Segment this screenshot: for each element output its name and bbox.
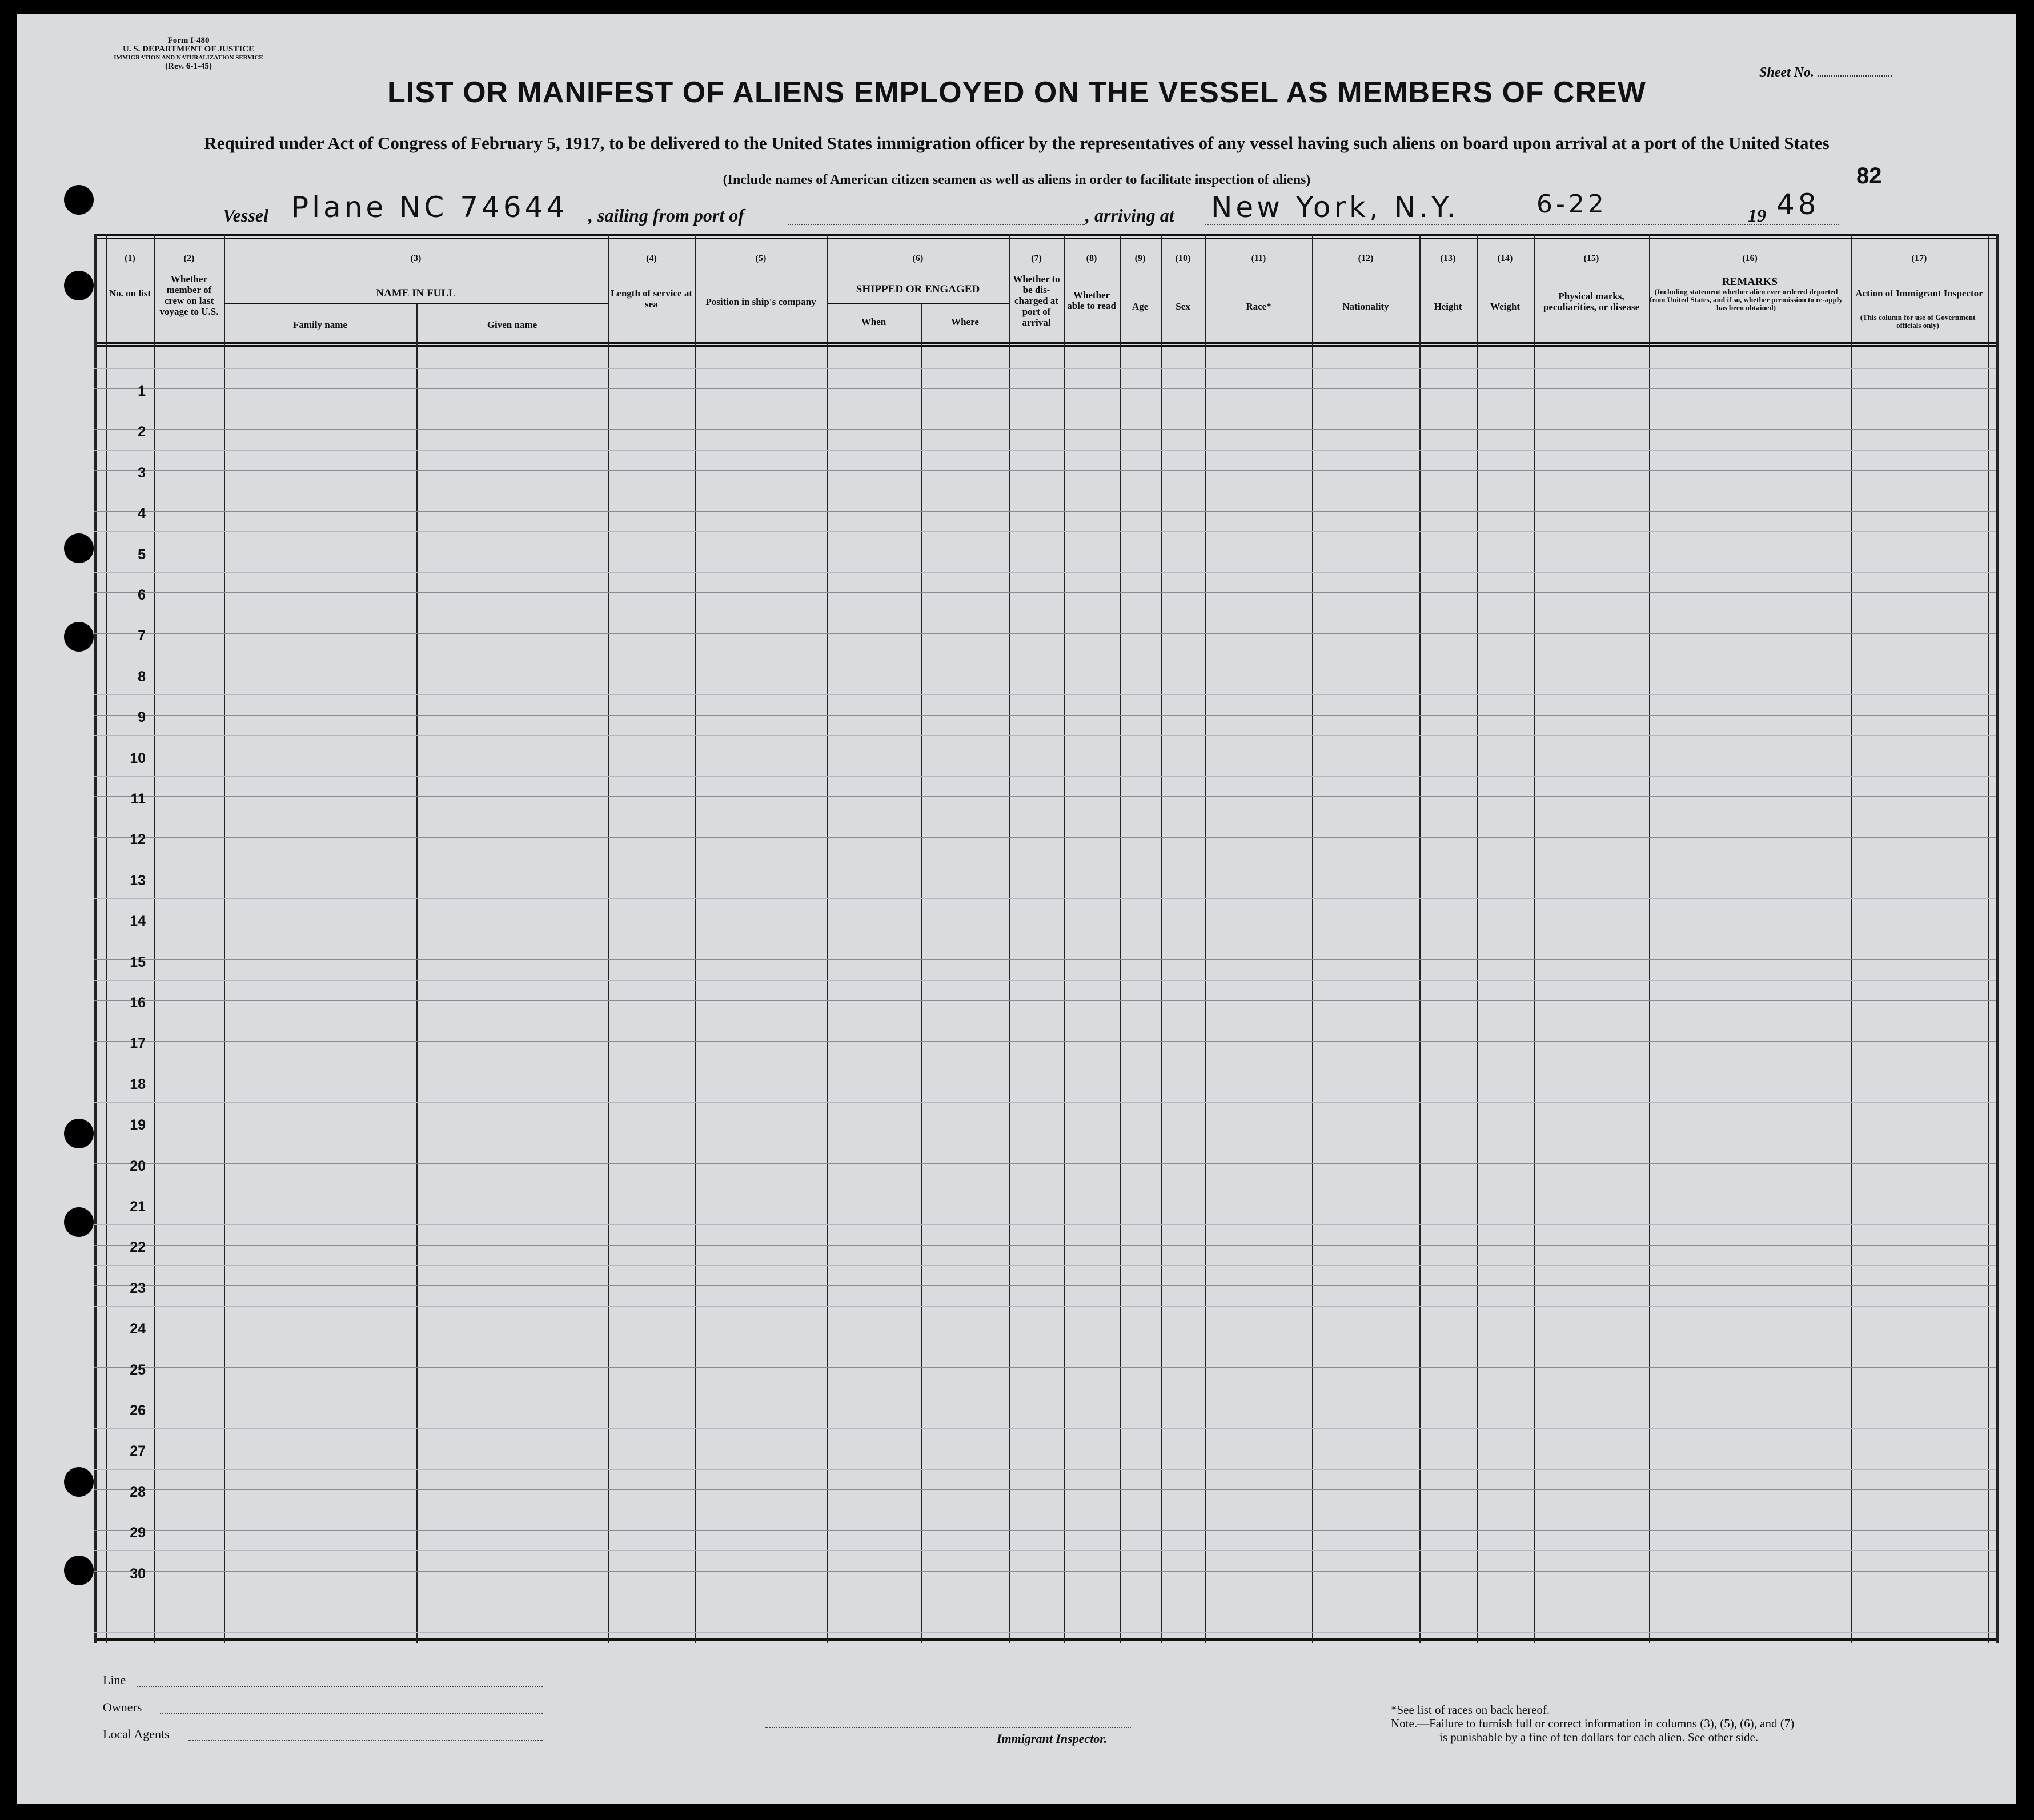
row-line xyxy=(94,429,1996,430)
form-number: Form I-480 xyxy=(167,36,210,45)
local-agents-field[interactable] xyxy=(188,1740,543,1741)
column-divider xyxy=(921,303,922,1643)
punch-hole xyxy=(64,1119,94,1148)
penalty-note-line1: Note.—Failure to furnish full or correct information in columns (3), (5), (6), and (7) xyxy=(1391,1717,1795,1730)
row-line xyxy=(94,511,1996,512)
column-number: (10) xyxy=(1175,254,1191,263)
row-line xyxy=(94,1489,1996,1490)
column-divider xyxy=(695,234,696,1643)
column-header-label: SHIPPED OR ENGAGED xyxy=(856,283,980,295)
row-line xyxy=(94,1367,1996,1368)
row-line xyxy=(94,1632,1996,1633)
column-header-label: No. on list xyxy=(109,288,151,299)
row-line xyxy=(94,1245,1996,1246)
table-top-border-inner xyxy=(94,238,1996,239)
row-number: 20 xyxy=(130,1158,146,1174)
row-line xyxy=(94,1571,1996,1572)
family-name-header: Family name xyxy=(293,319,347,330)
column-divider xyxy=(1988,234,1989,1643)
column-header-label: Sex xyxy=(1176,301,1190,312)
row-number: 8 xyxy=(138,668,146,685)
column-divider xyxy=(827,234,828,1643)
row-number: 16 xyxy=(130,995,146,1011)
row-number: 17 xyxy=(130,1035,146,1052)
column-divider xyxy=(1851,234,1852,1643)
row-number: 23 xyxy=(130,1280,146,1296)
row-number: 25 xyxy=(130,1361,146,1378)
row-line xyxy=(94,572,1996,573)
year-value[interactable]: 48 xyxy=(1776,188,1820,221)
column-divider xyxy=(1534,234,1535,1643)
column-header-label: Whether able to read xyxy=(1067,290,1116,311)
punch-hole xyxy=(64,622,94,652)
punch-hole xyxy=(64,533,94,563)
row-line xyxy=(94,1285,1996,1286)
row-number: 7 xyxy=(138,628,146,644)
sailing-from-label: , sailing from port of xyxy=(588,205,744,226)
row-line xyxy=(94,1428,1996,1429)
table-bottom-border xyxy=(94,1638,1996,1641)
sailing-port-field[interactable] xyxy=(788,224,1085,225)
column-header-label: Nationality xyxy=(1342,301,1389,312)
manifest-sheet xyxy=(17,14,2016,1804)
row-number: 27 xyxy=(130,1443,146,1460)
column-number: (1) xyxy=(125,254,135,263)
arriving-port-value[interactable]: New York, N.Y. xyxy=(1211,191,1459,224)
row-line xyxy=(94,1550,1996,1551)
page-title: LIST OR MANIFEST OF ALIENS EMPLOYED ON THE VESSEL AS MEMBERS OF CREW xyxy=(387,76,1646,109)
column-header-label: Position in ship's company xyxy=(705,296,816,307)
shipped-subheader-line xyxy=(827,303,1009,304)
row-line xyxy=(94,1163,1996,1164)
column-header-label: Whether member of crew on last voyage to U.S. xyxy=(159,274,219,317)
row-number: 28 xyxy=(130,1484,146,1500)
row-number: 21 xyxy=(130,1199,146,1215)
column-divider xyxy=(94,234,97,1643)
line-label: Line xyxy=(103,1673,126,1687)
row-number: 13 xyxy=(130,872,146,889)
column-header-label: Whether to be dis-charged at port of arrival xyxy=(1013,274,1060,328)
column-divider xyxy=(154,234,155,1643)
row-line xyxy=(94,388,1996,389)
column-header-label: Length of service at sea xyxy=(610,288,693,310)
column-divider xyxy=(608,234,609,1643)
column-number: (6) xyxy=(912,254,924,263)
punch-hole xyxy=(64,1556,94,1585)
row-number: 12 xyxy=(130,831,146,848)
row-number: 5 xyxy=(138,546,146,563)
row-number: 11 xyxy=(130,791,146,807)
column-divider xyxy=(1312,234,1313,1643)
local-agents-label: Local Agents xyxy=(103,1727,170,1741)
column-number: (17) xyxy=(1911,254,1927,263)
given-name-header: Given name xyxy=(487,319,537,330)
column-number: (16) xyxy=(1742,254,1758,263)
row-number: 24 xyxy=(130,1321,146,1337)
row-line xyxy=(94,898,1996,899)
when-header: When xyxy=(861,316,886,327)
row-line xyxy=(94,980,1996,981)
vessel-label: Vessel xyxy=(223,205,268,226)
legal-requirement-text: Required under Act of Congress of February 5, 1917, to be delivered to the United States immigration officer by the representatives of any vessel having such aliens on board upon arrival at a port of the United States xyxy=(204,133,1830,153)
column-number: (14) xyxy=(1497,254,1513,263)
row-number: 19 xyxy=(130,1117,146,1134)
row-line xyxy=(94,1530,1996,1531)
remarks-note: (Including statement whether alien ever ordered deported from United States, and if so, whether permission to re-apply has been obtained) xyxy=(1650,287,1843,312)
row-line xyxy=(94,1306,1996,1307)
column-divider xyxy=(1009,234,1010,1643)
column-number: (3) xyxy=(410,254,422,263)
column-divider xyxy=(106,234,107,1643)
name-subheader-line xyxy=(224,303,608,304)
owners-label: Owners xyxy=(103,1700,142,1714)
races-note: *See list of races on back hereof. xyxy=(1391,1703,1550,1717)
immigrant-inspector-label: Immigrant Inspector. xyxy=(997,1731,1108,1746)
column-divider xyxy=(224,234,225,1643)
row-line xyxy=(94,796,1996,797)
row-number: 26 xyxy=(130,1403,146,1419)
column-number: (9) xyxy=(1134,254,1146,263)
header-bottom-border-inner xyxy=(94,345,1996,347)
column-header-label: Race* xyxy=(1246,301,1271,312)
crew-manifest-table xyxy=(94,234,1996,1643)
column-number: (4) xyxy=(646,254,657,263)
header-bottom-border xyxy=(94,342,1996,344)
row-number: 4 xyxy=(138,505,146,522)
column-number: (2) xyxy=(183,254,195,263)
punch-hole xyxy=(64,271,94,300)
penalty-note-line2: is punishable by a fine of ten dollars for each alien. See other side. xyxy=(1439,1730,1759,1744)
row-number: 2 xyxy=(138,424,146,440)
row-line xyxy=(94,715,1996,716)
column-number: (11) xyxy=(1251,254,1266,263)
row-line xyxy=(94,470,1996,471)
service-name: IMMIGRATION AND NATURALIZATION SERVICE xyxy=(114,54,263,61)
arriving-port-line xyxy=(1205,224,1839,225)
revision-date: (Rev. 6-1-45) xyxy=(165,62,212,71)
column-number: (15) xyxy=(1583,254,1599,263)
row-line xyxy=(94,1224,1996,1225)
column-number: (13) xyxy=(1440,254,1456,263)
arrival-date-value[interactable]: 6-22 xyxy=(1536,190,1607,219)
column-divider xyxy=(1064,234,1065,1643)
column-divider xyxy=(416,303,418,1643)
column-header-label: Action of Immigrant Inspector xyxy=(1855,288,1983,299)
punch-hole xyxy=(64,1467,94,1497)
row-line xyxy=(94,1041,1996,1042)
row-number: 10 xyxy=(130,750,146,766)
row-line xyxy=(94,735,1996,736)
column-divider xyxy=(1419,234,1421,1643)
form-identifier xyxy=(94,37,283,71)
row-number: 9 xyxy=(138,709,146,726)
column-divider xyxy=(1161,234,1162,1643)
row-number: 6 xyxy=(138,587,146,603)
row-line xyxy=(94,1265,1996,1266)
row-line xyxy=(94,837,1996,838)
row-line xyxy=(94,694,1996,695)
column-header-label: NAME IN FULL xyxy=(376,287,456,299)
department-name: U. S. DEPARTMENT OF JUSTICE xyxy=(122,45,255,54)
row-number: 1 xyxy=(138,383,146,399)
row-line xyxy=(94,959,1996,960)
column-number: (7) xyxy=(1031,254,1042,263)
column-divider xyxy=(1477,234,1478,1643)
row-line xyxy=(94,1000,1996,1001)
row-number: 3 xyxy=(138,464,146,481)
row-line xyxy=(94,1469,1996,1470)
row-number: 30 xyxy=(130,1565,146,1582)
column-header-label: Weight xyxy=(1490,301,1520,312)
inspector-signature-field[interactable] xyxy=(765,1727,1131,1728)
page-number: 82 xyxy=(1856,163,1882,188)
row-line xyxy=(94,368,1996,369)
instruction-text: (Include names of American citizen seamen as well as aliens in order to facilitate inspection of aliens) xyxy=(723,172,1311,187)
row-number: 15 xyxy=(130,954,146,970)
row-number: 22 xyxy=(130,1239,146,1256)
row-line xyxy=(94,776,1996,777)
vessel-name-value[interactable]: Plane NC 74644 xyxy=(291,191,568,224)
table-top-border xyxy=(94,234,1996,236)
punch-hole xyxy=(64,1207,94,1237)
column-header-label: Physical marks, peculiarities, or disease xyxy=(1543,291,1640,312)
arriving-at-label: , arriving at xyxy=(1085,205,1174,226)
owners-field[interactable] xyxy=(160,1713,543,1714)
row-line xyxy=(94,592,1996,593)
row-line xyxy=(94,531,1996,532)
column-divider xyxy=(1205,234,1206,1643)
row-number: 14 xyxy=(130,913,146,930)
column-number: (12) xyxy=(1358,254,1374,263)
punch-hole xyxy=(64,185,94,215)
row-number: 29 xyxy=(130,1525,146,1541)
row-line xyxy=(94,1102,1996,1103)
column-header-label: Age xyxy=(1132,301,1149,312)
row-line xyxy=(94,633,1996,634)
where-header: Where xyxy=(951,316,979,327)
inspector-note: (This column for use of Government officials only) xyxy=(1860,313,1976,330)
column-divider xyxy=(1120,234,1121,1643)
column-number: (8) xyxy=(1086,254,1097,263)
row-number: 18 xyxy=(130,1076,146,1092)
column-divider xyxy=(1649,234,1650,1643)
column-header-label: Height xyxy=(1434,301,1462,312)
year-prefix: 19 xyxy=(1748,205,1766,226)
sheet-number-label: Sheet No. xyxy=(1759,65,1814,80)
column-divider xyxy=(1996,234,1999,1643)
row-line xyxy=(94,450,1996,451)
column-header-label: REMARKS xyxy=(1722,276,1778,288)
line-field[interactable] xyxy=(137,1686,543,1687)
column-number: (5) xyxy=(755,254,767,263)
